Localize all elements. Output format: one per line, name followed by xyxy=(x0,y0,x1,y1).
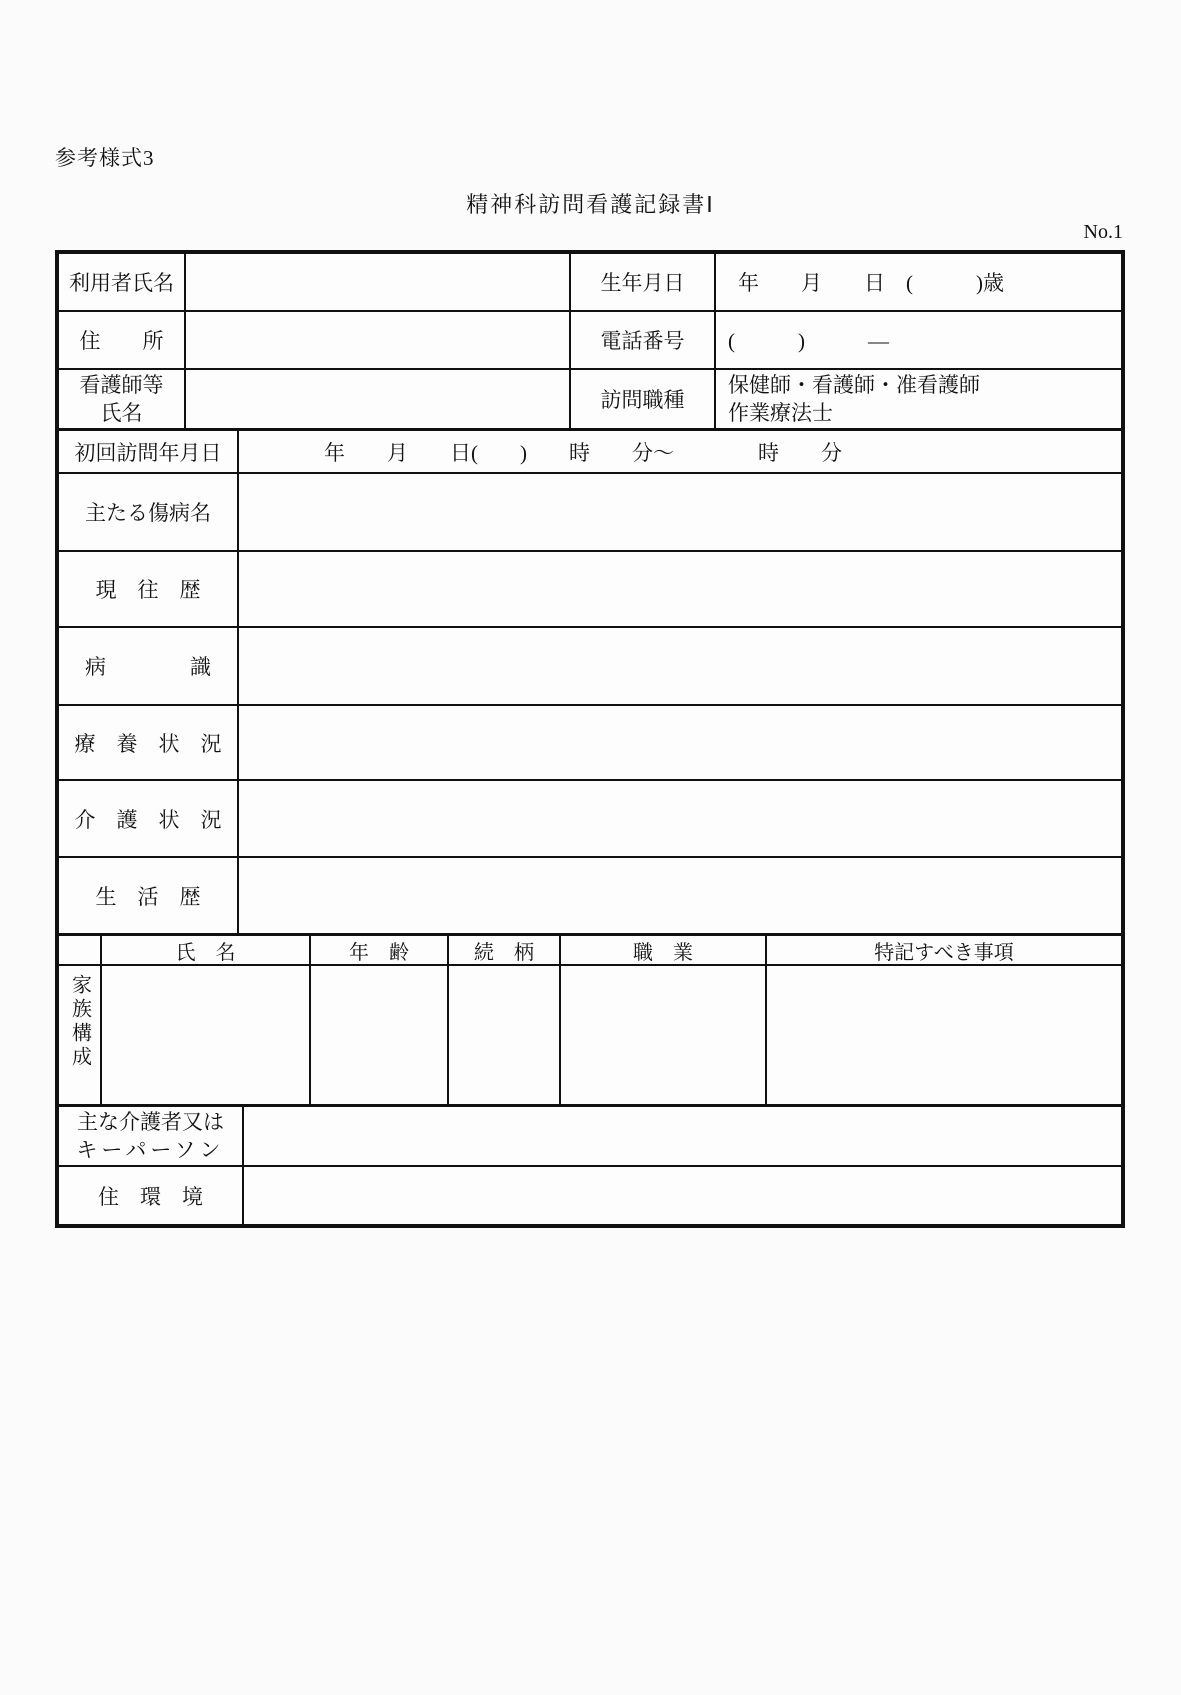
nurse-name-field xyxy=(186,370,571,431)
family-col-notes: 特記すべき事項 xyxy=(767,936,1121,966)
visit-occupation-line2: 作業療法士 xyxy=(728,401,833,425)
row-family-header xyxy=(59,936,1121,966)
address-label: 住 所 xyxy=(59,312,186,370)
row-insight xyxy=(59,628,1121,706)
visit-occupation-line1: 保健師・看護師・准看護師 xyxy=(728,372,980,397)
user-name-field xyxy=(186,254,571,312)
family-relation-field xyxy=(449,966,561,1107)
living-env-field xyxy=(244,1167,1121,1224)
family-age-field xyxy=(311,966,449,1107)
visit-occupation-field xyxy=(716,370,1121,431)
phone-label: 電話番号 xyxy=(571,312,716,370)
family-name-field xyxy=(102,966,311,1107)
address-field xyxy=(186,312,571,370)
main-disease-label: 主たる傷病名 xyxy=(59,474,239,552)
row-treatment-status xyxy=(59,706,1121,781)
care-status-label: 介 護 状 況 xyxy=(59,781,239,858)
page-number: No.1 xyxy=(1083,221,1123,243)
family-group-label: 家族構成 xyxy=(59,966,102,1107)
row-present-past-history xyxy=(59,552,1121,628)
row-family-body xyxy=(59,966,1121,1107)
nurse-name-label-line2: 氏名 xyxy=(100,401,143,425)
insight-label: 病 識 xyxy=(59,628,239,706)
nurse-name-label-line1: 看護師等 xyxy=(79,372,164,397)
key-person-field xyxy=(244,1107,1121,1167)
row-key-person xyxy=(59,1107,1121,1167)
row-main-disease xyxy=(59,474,1121,552)
document-title: 精神科訪問看護記録書Ⅰ xyxy=(466,192,715,217)
nurse-name-label xyxy=(59,370,186,431)
life-history-field xyxy=(239,858,1121,936)
visit-occupation-label: 訪問職種 xyxy=(571,370,716,431)
phone-field: ( ) ― xyxy=(716,312,1121,370)
record-form-table xyxy=(55,250,1125,1228)
row-nurse-name xyxy=(59,370,1121,431)
present-past-history-label: 現 往 歴 xyxy=(59,552,239,628)
row-care-status xyxy=(59,781,1121,858)
present-past-history-field xyxy=(239,552,1121,628)
family-col-age: 年 齢 xyxy=(311,936,449,966)
family-col-occupation: 職 業 xyxy=(561,936,767,966)
first-visit-label: 初回訪問年月日 xyxy=(59,431,239,474)
row-address xyxy=(59,312,1121,370)
key-person-label-line2: キーパーソン xyxy=(76,1138,225,1162)
form-reference-number: 参考様式3 xyxy=(55,146,155,170)
care-status-field xyxy=(239,781,1121,858)
family-corner-cell xyxy=(59,936,102,966)
treatment-status-field xyxy=(239,706,1121,781)
row-first-visit xyxy=(59,431,1121,474)
treatment-status-label: 療 養 状 況 xyxy=(59,706,239,781)
main-disease-field xyxy=(239,474,1121,552)
family-notes-field xyxy=(767,966,1121,1107)
family-occupation-field xyxy=(561,966,767,1107)
life-history-label: 生 活 歴 xyxy=(59,858,239,936)
user-name-label: 利用者氏名 xyxy=(59,254,186,312)
row-user-name xyxy=(59,254,1121,312)
family-col-name: 氏 名 xyxy=(102,936,311,966)
key-person-label-line1: 主な介護者又は xyxy=(77,1109,224,1134)
row-living-env xyxy=(59,1167,1121,1224)
key-person-label xyxy=(59,1107,244,1167)
insight-field xyxy=(239,628,1121,706)
family-col-relation: 続 柄 xyxy=(449,936,561,966)
first-visit-field: 年 月 日( ) 時 分～ 時 分 xyxy=(239,431,1121,474)
birth-date-field: 年 月 日 ( )歳 xyxy=(716,254,1121,312)
birth-date-label: 生年月日 xyxy=(571,254,716,312)
living-env-label: 住 環 境 xyxy=(59,1167,244,1224)
row-life-history xyxy=(59,858,1121,936)
